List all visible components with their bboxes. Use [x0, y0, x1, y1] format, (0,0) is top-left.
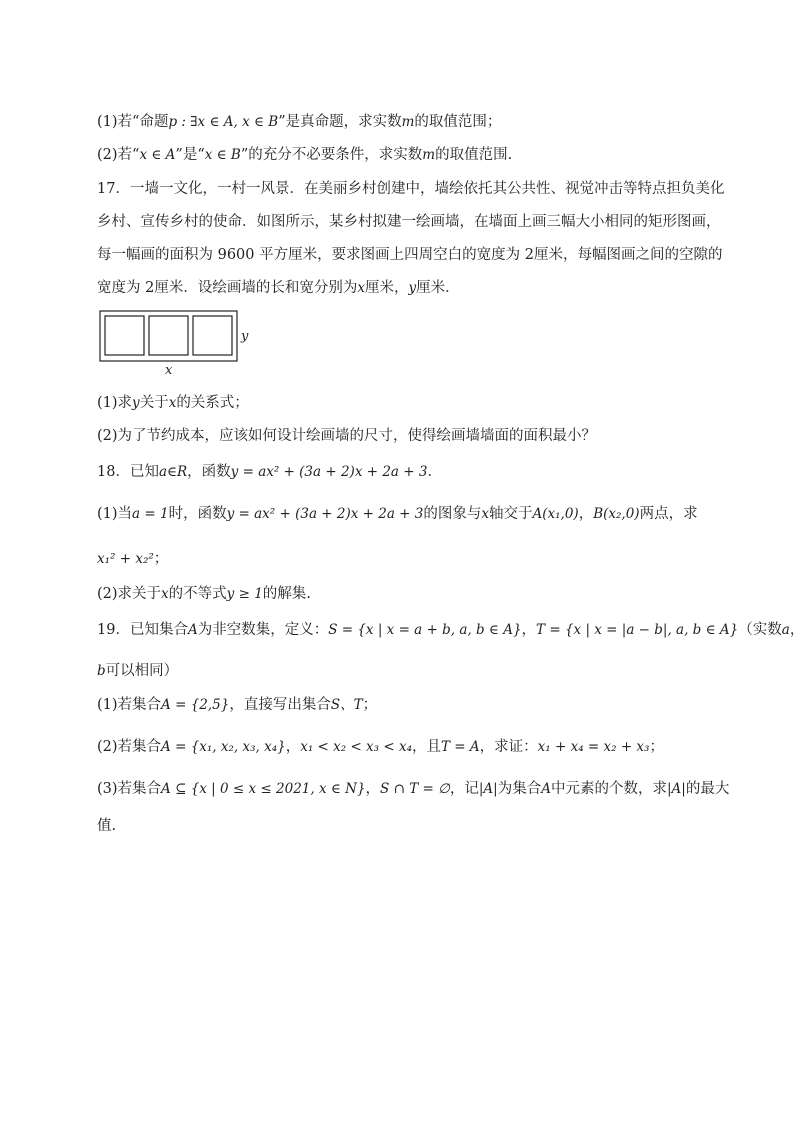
- text: ，: [285, 739, 301, 755]
- painting-rect-2: [149, 316, 188, 355]
- text: ，记: [449, 781, 479, 797]
- math-expr: S = {x | x = a + b, a, b ∈ A}: [328, 622, 522, 638]
- text: 的解集.: [262, 586, 311, 602]
- math-expr: A ⊆ {x | 0 ≤ x ≤ 2021, x ∈ N}: [161, 781, 366, 797]
- text: ；: [362, 697, 378, 713]
- q19-part3-cont: 值.: [97, 818, 117, 834]
- text: 可以相同）: [105, 663, 179, 679]
- math-expr: S ∩ T = ∅: [380, 781, 450, 797]
- text: ；: [153, 551, 169, 567]
- math-var: m: [401, 114, 415, 130]
- text: ，函数: [187, 464, 231, 480]
- text: ，且: [412, 739, 442, 755]
- math-expr: x₁ < x₂ < x₃ < x₄: [300, 739, 413, 755]
- text: 时，函数: [168, 506, 227, 522]
- math-var: x: [161, 586, 169, 602]
- math-var: y: [132, 395, 140, 411]
- math-expr: x₁ + x₄ = x₂ + x₃: [537, 739, 650, 755]
- text: 关于: [139, 395, 169, 411]
- label-y: y: [241, 329, 249, 344]
- q17-line1: 17．一墙一文化，一村一风景．在美丽乡村创建中，墙绘依托其公共性、视觉冲击等特点担负美化: [97, 181, 725, 197]
- math-expr: B(x₂,0): [593, 506, 640, 522]
- text: (1)若“命题: [97, 114, 169, 130]
- text: (1)求: [97, 395, 133, 411]
- text: ”是真命题，求实数: [278, 114, 402, 130]
- text: 厘米，: [364, 280, 409, 296]
- math-var: A: [187, 622, 198, 638]
- math-expr: A = {2,5}: [161, 697, 230, 713]
- text: (2)若集合: [97, 739, 162, 755]
- text: 19．已知集合: [97, 622, 188, 638]
- math-var: A: [541, 781, 551, 797]
- q18-part2: [97, 582, 311, 603]
- text: ”的充分不必要条件，求实数: [240, 147, 423, 163]
- q16-part1: [97, 110, 501, 131]
- text: (3)若集合: [97, 781, 162, 797]
- q17-line2: 乡村、宣传乡村的使命．如图所示，某乡村拟建一绘画墙，在墙面上画三幅大小相同的矩形图画，: [97, 214, 721, 230]
- q17-part2: (2)为了节约成本，应该如何设计绘画墙的尺寸，使得绘画墙墙面的面积最小？: [97, 428, 597, 444]
- text: ，求证：: [479, 739, 538, 755]
- text: (2)求关于: [97, 586, 162, 602]
- text: 的最大: [685, 781, 730, 797]
- text: 宽度为 2厘米．设绘画墙的长和宽分别为: [97, 280, 358, 296]
- painting-rect-3: [193, 316, 232, 355]
- math-expr: x ∈ B: [204, 147, 241, 163]
- text: 轴交于: [489, 506, 533, 522]
- text: ；: [649, 739, 664, 755]
- q19-part1: [97, 693, 377, 714]
- text: (2)若“: [97, 147, 140, 163]
- label-x: x: [165, 363, 173, 378]
- q19-intro-cont: [97, 659, 178, 680]
- q16-part2: [97, 143, 512, 164]
- math-expr: a∈R: [158, 464, 188, 480]
- math-var: m: [422, 147, 436, 163]
- text: 为非空数集，定义：: [197, 622, 329, 638]
- math-var: x: [481, 506, 489, 522]
- text: 中元素的个数，求: [550, 781, 667, 797]
- math-expr: |A|: [666, 781, 686, 797]
- math-var: a: [781, 622, 790, 638]
- q19-intro: [97, 618, 804, 639]
- text: ，: [789, 622, 804, 638]
- math-var: y: [408, 280, 417, 296]
- text: ，: [578, 506, 594, 522]
- text: (1)若集合: [97, 697, 162, 713]
- math-expr: A(x₁,0): [532, 506, 579, 522]
- math-expr: A = {x₁, x₂, x₃, x₄}: [161, 739, 286, 755]
- math-expr: |A|: [478, 781, 498, 797]
- wall-outer-rect: [100, 311, 237, 361]
- math-expr: T = A: [441, 739, 480, 755]
- math-var: x: [357, 280, 365, 296]
- text: （实数: [738, 622, 782, 638]
- math-expr: p : ∃x ∈ A, x ∈ B: [168, 114, 279, 130]
- math-var: x: [168, 395, 177, 411]
- painting-rect-1: [105, 316, 144, 355]
- math-expr: T = {x | x = |a − b|, a, b ∈ A}: [536, 622, 739, 638]
- q18-part1: [97, 502, 698, 523]
- math-expr: S、T: [330, 697, 363, 713]
- wall-painting-figure: [99, 310, 259, 378]
- text: ，直接写出集合: [229, 697, 331, 713]
- math-expr: x₁² + x₂²: [97, 551, 154, 567]
- q19-part2: [97, 735, 664, 756]
- math-expr: a = 1: [132, 506, 169, 522]
- text: (1)当: [97, 506, 133, 522]
- text: 的图象与: [423, 506, 482, 522]
- text: 为集合: [497, 781, 542, 797]
- math-expr: x ∈ A: [139, 147, 176, 163]
- text: 的取值范围.: [435, 147, 513, 163]
- text: ，: [365, 781, 381, 797]
- q18-part1-cont: [97, 547, 168, 568]
- text: ，: [521, 622, 537, 638]
- math-var: b: [97, 663, 106, 679]
- q17-line3: 每一幅画的面积为 9600 平方厘米，要求图画上四周空白的宽度为 2厘米，每幅图画之间的空隙的: [97, 247, 723, 263]
- q18-intro: [97, 460, 442, 481]
- text: 18．已知: [97, 464, 159, 480]
- math-expr: y ≥ 1: [226, 586, 263, 602]
- text: 的取值范围；: [414, 114, 502, 130]
- text: 厘米．: [416, 280, 460, 296]
- math-expr: y = ax² + (3a + 2)x + 2a + 3: [226, 506, 424, 522]
- text: ．: [427, 464, 442, 480]
- q19-part3: [97, 777, 729, 798]
- text: 的不等式: [168, 586, 227, 602]
- text: ”是“: [175, 147, 205, 163]
- math-expr: y = ax² + (3a + 2)x + 2a + 3: [230, 464, 428, 480]
- text: 的关系式；: [176, 395, 249, 411]
- q17-part1: [97, 391, 249, 412]
- text: 两点，求: [639, 506, 698, 522]
- q17-line4: [97, 276, 460, 297]
